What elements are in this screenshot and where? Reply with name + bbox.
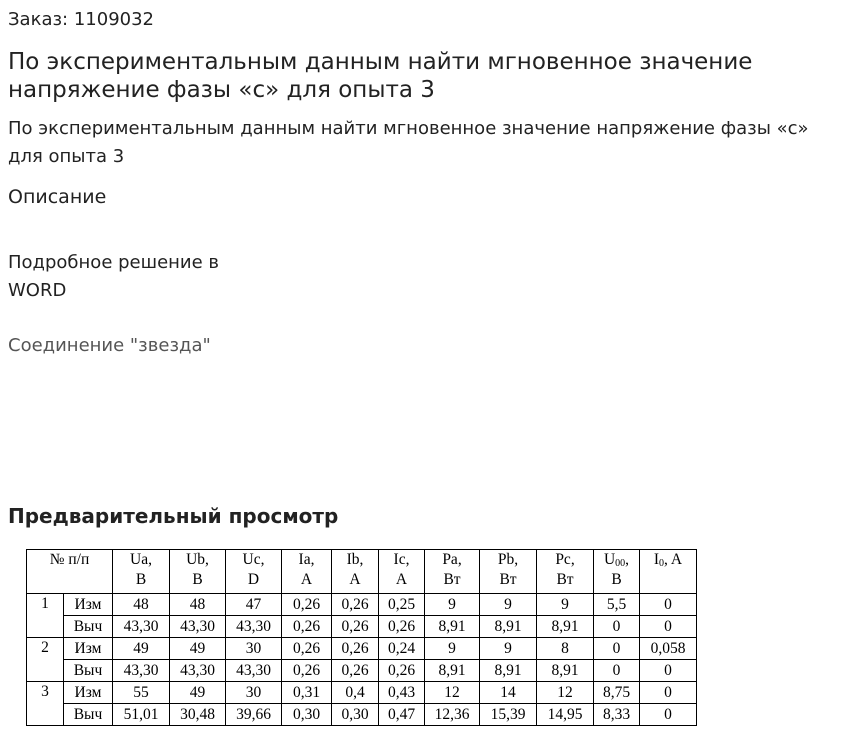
table-cell: 8,75 [594, 682, 640, 704]
measurement-table [26, 549, 697, 726]
header-label: U [603, 551, 616, 568]
table-cell: 8,33 [594, 704, 640, 726]
preview-image [26, 549, 696, 726]
table-cell: 43,30 [170, 616, 226, 638]
header-label: I [653, 551, 660, 568]
experiment-number: 2 [27, 638, 64, 682]
table-cell: 49 [113, 638, 170, 660]
table-cell: 0,26 [332, 616, 379, 638]
order-line [8, 9, 154, 30]
table-cell: 43,30 [170, 660, 226, 682]
table-header-cell [170, 550, 226, 594]
table-cell: 43,30 [113, 616, 170, 638]
table-header-cell [282, 550, 332, 594]
table-cell: 8 [537, 638, 594, 660]
table-header-cell [480, 550, 537, 594]
table-cell: 0 [640, 682, 697, 704]
header-label: Ub, [186, 551, 209, 568]
table-cell: 0,26 [282, 616, 332, 638]
row-kind: Изм [64, 594, 113, 616]
row-kind: Выч [64, 704, 113, 726]
table-cell: 0,43 [379, 682, 425, 704]
header-unit: B [611, 571, 622, 588]
table-cell: 43,30 [226, 660, 282, 682]
table-header-cell [537, 550, 594, 594]
table-cell: 0,30 [282, 704, 332, 726]
table-header-cell [27, 550, 113, 594]
table-cell: 30 [226, 638, 282, 660]
header-unit: B [135, 571, 147, 588]
header-label: № п/п [49, 551, 90, 568]
table-cell: 9 [425, 638, 480, 660]
table-header-cell [640, 550, 697, 594]
table-cell: 9 [425, 594, 480, 616]
table-cell: 9 [480, 594, 537, 616]
table-cell: 9 [537, 594, 594, 616]
table-header-cell [594, 550, 640, 594]
header-suffix: , [625, 551, 630, 568]
table-cell: 0,47 [379, 704, 425, 726]
row-kind: Выч [64, 616, 113, 638]
table-cell: 43,30 [226, 616, 282, 638]
table-cell: 0 [640, 660, 697, 682]
table-cell: 0 [594, 638, 640, 660]
table-cell: 8,91 [537, 616, 594, 638]
experiment-number: 3 [27, 682, 64, 726]
table-cell: 48 [170, 594, 226, 616]
table-cell: 0,24 [379, 638, 425, 660]
header-label: Ic, [393, 551, 410, 568]
table-cell: 0 [640, 594, 697, 616]
header-label: Pa, [442, 551, 462, 568]
header-label: Ib, [346, 551, 364, 568]
table-header-cell [332, 550, 379, 594]
table-cell: 47 [226, 594, 282, 616]
table-cell: 55 [113, 682, 170, 704]
row-kind: Изм [64, 638, 113, 660]
table-cell: 0,26 [379, 616, 425, 638]
table-cell: 8,91 [425, 660, 480, 682]
order-number: 1109032 [73, 9, 155, 30]
table-cell: 8,91 [480, 616, 537, 638]
table-cell: 0,26 [282, 594, 332, 616]
table-cell: 8,91 [537, 660, 594, 682]
header-label: Ia, [298, 551, 315, 568]
header-label: Pc, [555, 551, 575, 568]
task-statement: По экспериментальным данным найти мгновенное значение напряжение фазы «с» для опыта 3 [8, 118, 809, 167]
header-suffix: , A [664, 551, 683, 568]
table-cell: 0,058 [640, 638, 697, 660]
header-unit: A [349, 571, 361, 588]
table-cell: 5,5 [594, 594, 640, 616]
table-cell: 12 [425, 682, 480, 704]
table-cell: 0,4 [332, 682, 379, 704]
table-header-cell [113, 550, 170, 594]
experiment-number: 1 [27, 594, 64, 638]
table-cell: 0,26 [332, 594, 379, 616]
table-cell: 30,48 [170, 704, 226, 726]
header-unit: A [300, 571, 313, 588]
table-cell: 0,26 [282, 660, 332, 682]
table-header-cell [226, 550, 282, 594]
page-title: По экспериментальным данным найти мгновенное значение напряжение фазы «с» для опыта 3 [8, 49, 753, 103]
description-detail: Подробное решение в WORD [8, 252, 220, 301]
table-cell: 0,26 [332, 638, 379, 660]
table-cell: 49 [170, 638, 226, 660]
table-row [27, 660, 697, 682]
header-unit: D [247, 571, 260, 588]
table-header-cell [425, 550, 480, 594]
table-cell: 8,91 [480, 660, 537, 682]
description-heading: Описание [8, 186, 107, 208]
table-cell: 0,26 [332, 660, 379, 682]
header-unit: A [395, 571, 408, 588]
table-cell: 49 [170, 682, 226, 704]
order-label: Заказ: [8, 9, 69, 30]
header-label: Uc, [242, 551, 265, 568]
table-cell: 9 [480, 638, 537, 660]
table-cell: 43,30 [113, 660, 170, 682]
table-header-cell [379, 550, 425, 594]
row-kind: Выч [64, 660, 113, 682]
table-cell: 0 [594, 616, 640, 638]
table-cell: 12,36 [425, 704, 480, 726]
header-label: Pb, [497, 551, 519, 568]
table-cell: 8,91 [425, 616, 480, 638]
table-row [27, 594, 697, 616]
table-cell: 0 [594, 660, 640, 682]
preview-heading: Предварительный просмотр [8, 504, 339, 528]
header-label: Ua, [130, 551, 152, 568]
row-kind: Изм [64, 682, 113, 704]
table-row [27, 638, 697, 660]
table-cell: 0 [640, 704, 697, 726]
header-unit: Вт [499, 571, 517, 588]
table-cell: 0,30 [332, 704, 379, 726]
table-cell: 14,95 [537, 704, 594, 726]
table-cell: 51,01 [113, 704, 170, 726]
header-unit: Вт [556, 571, 574, 588]
table-cell: 48 [113, 594, 170, 616]
table-row [27, 682, 697, 704]
table-cell: 39,66 [226, 704, 282, 726]
header-subscript: 00 [615, 558, 626, 569]
table-cell: 15,39 [480, 704, 537, 726]
table-row [27, 704, 697, 726]
table-cell: 0,31 [282, 682, 332, 704]
table-cell: 0,26 [379, 660, 425, 682]
header-unit: B [192, 571, 203, 588]
table-cell: 14 [480, 682, 537, 704]
table-row [27, 616, 697, 638]
table-cell: 30 [226, 682, 282, 704]
table-cell: 0,26 [282, 638, 332, 660]
description-connection: Соединение "звезда" [8, 335, 211, 356]
table-cell: 0 [640, 616, 697, 638]
table-cell: 0,25 [379, 594, 425, 616]
table-header-row [27, 550, 697, 594]
header-unit: Вт [443, 571, 461, 588]
table-cell: 12 [537, 682, 594, 704]
header-subscript: 0 [659, 558, 665, 569]
